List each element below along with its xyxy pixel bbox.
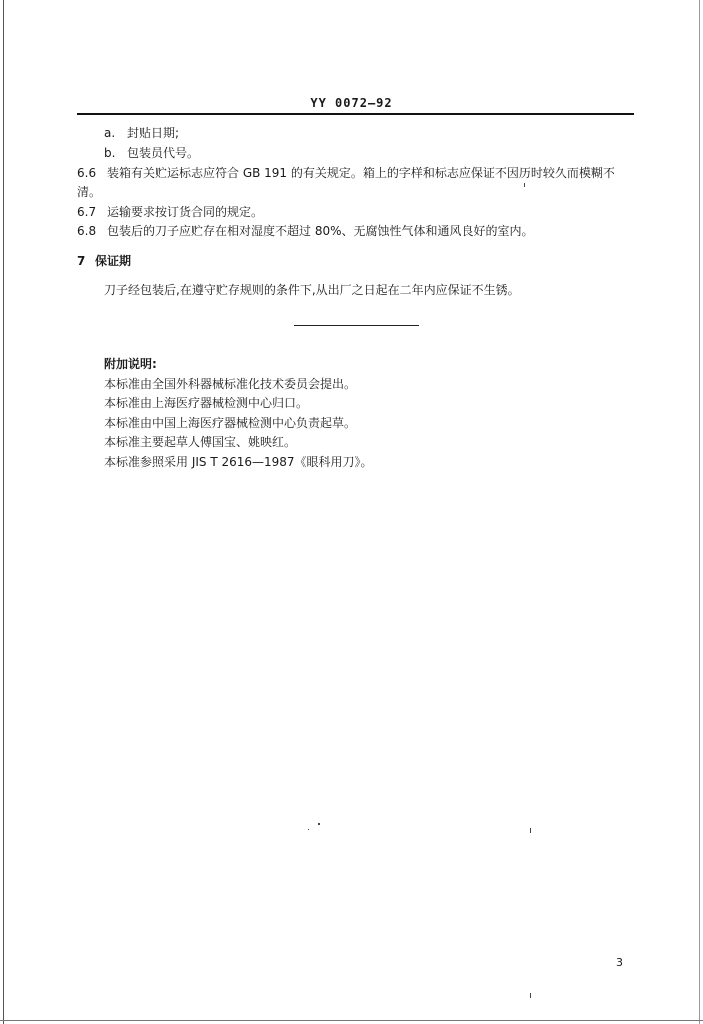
standard-code-header: YY 0072—92: [310, 96, 393, 110]
list-item-text: 包装员代号。: [127, 146, 200, 160]
notes-line: 本标准主要起草人傅国宝、姚映红。: [104, 435, 297, 449]
section-title: 保证期: [95, 254, 132, 268]
scan-speck: [530, 828, 531, 833]
clause-6-8: [77, 224, 534, 239]
clause-number: 6.6: [77, 166, 97, 180]
clause-6-7: [77, 205, 263, 220]
scan-speck: [308, 829, 309, 830]
scan-speck: [318, 823, 320, 825]
scan-speck: [530, 993, 531, 998]
clause-number: 6.8: [77, 224, 97, 238]
scan-speck: [524, 183, 525, 187]
notes-title: 附加说明:: [104, 357, 157, 371]
clause-text: 装箱有关贮运标志应符合 GB 191 的有关规定。箱上的字样和标志应保证不因历时较久而模糊不: [107, 166, 615, 180]
scan-border-bottom: [0, 1020, 703, 1021]
section-7-body: 刀子经包装后,在遵守贮存规则的条件下,从出厂之日起在二年内应保证不生锈。: [104, 283, 520, 297]
list-item-text: 封贴日期;: [127, 126, 180, 140]
list-item-label: a.: [104, 126, 116, 140]
page-number: 3: [616, 956, 623, 969]
section-number: 7: [77, 254, 86, 268]
end-divider: [294, 325, 419, 326]
list-item-label: b.: [104, 146, 116, 160]
clause-text-continued: 清。: [77, 185, 102, 199]
notes-line: 本标准由上海医疗器械检测中心归口。: [104, 396, 309, 410]
header-rule: [77, 113, 634, 115]
clause-text: 包装后的刀子应贮存在相对湿度不超过 80%、无腐蚀性气体和通风良好的室内。: [107, 224, 534, 238]
clause-number: 6.7: [77, 205, 97, 219]
scan-border-left: [3, 0, 4, 1024]
clause-6-6-continued: [77, 185, 101, 200]
scan-border-right: [699, 0, 700, 1024]
notes-line: 本标准参照采用 JIS T 2616—1987《眼科用刀》。: [104, 455, 373, 469]
section-7-heading: [77, 254, 131, 269]
clause-text: 运输要求按订货合同的规定。: [107, 205, 264, 219]
clause-6-6: [77, 166, 615, 181]
notes-line: 本标准由全国外科器械标准化技术委员会提出。: [104, 377, 357, 391]
list-item-b: [104, 146, 199, 161]
notes-line: 本标准由中国上海医疗器械检测中心负责起草。: [104, 416, 357, 430]
list-item-a: [104, 126, 179, 141]
